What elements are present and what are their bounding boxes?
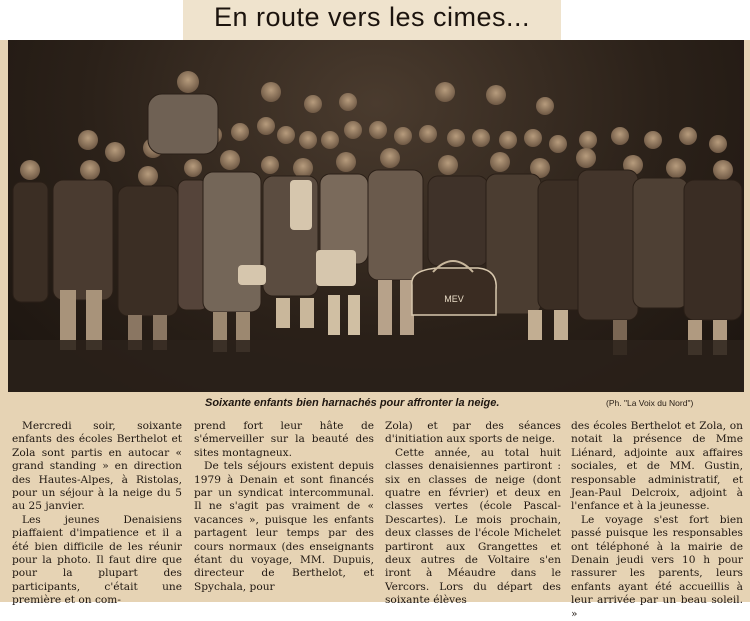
article-paragraph: Les jeunes Denaisiens piaffaient d'impatience et il a été bien difficile de les réunir pour la photo. Il faut dire que pour la plupart des participants, c'était une première et on com- [12,513,182,607]
group-photo [8,40,744,392]
background-left [0,0,183,40]
article-paragraph: des écoles Berthelot et Zola, on notait la présence de Mme Liénard, adjointe aux affaires sociales, et de MM. Gustin, responsable administratif, et Jean-Paul Delcroix, adjoint à l'enfance et à la jeunesse. [571,420,743,513]
travel-bag [412,261,496,315]
article-column-1 [12,420,182,608]
photo-credit: (Ph. "La Voix du Nord") [606,398,694,408]
article-paragraph: prend fort leur hâte de s'émerveiller sur la beauté des sites montagneux. [194,420,374,459]
article-paragraph: De tels séjours existent depuis 1979 à Denain et sont financés par un syndicat intercommunal. Il ne s'agit pas vraiment de « vacances », puisque les enfants partagent leur temps par des cours normaux (des enseignants étant du voyage, MM. Dupuis, directeur de Berthelot, et Spychala, pour [194,460,374,593]
group-photo-illustration [8,40,744,392]
article-paragraph: Mercredi soir, soixante enfants des écoles Berthelot et Zola sont partis en autocar « grand standing » en direction des Hautes-Alpes, à Ristolas, pour un séjour à la neige du 5 au 25 janvier. [12,420,182,513]
article-paragraph: Zola) et par des séances d'initiation aux sports de neige. [385,420,561,446]
article-paragraph: Le voyage s'est fort bien passé puisque les responsables ont téléphoné à la mairie de Denain jeudi vers 10 h pour rassurer les parents, leurs enfants ayant été accueillis à leur arrivée par un beau soleil. » [571,513,743,620]
headline-strip [183,0,561,40]
article-column-3 [385,420,561,608]
article-column-2 [194,420,374,594]
photo-caption: Soixante enfants bien harnachés pour affronter la neige. [205,397,500,409]
article-paragraph: Cette année, au total huit classes denaisiennes partiront : six en classes de neige (dont quatre en février) et deux en classes vertes (école Pascal-Descartes). Le mois prochain, deux classes de l'école Michelet partiront aux Grangettes et deux autres de Voltaire s'en iront à Méaudre dans le Vercors. Lors du départ des soixante élèves [385,446,561,607]
background-right [561,0,750,40]
photo-caption-bar [0,397,750,413]
article-column-4 [571,420,743,621]
ground [8,340,744,392]
bag-lettering: MEV [444,294,464,304]
headline: En route vers les cimes... [213,2,531,32]
